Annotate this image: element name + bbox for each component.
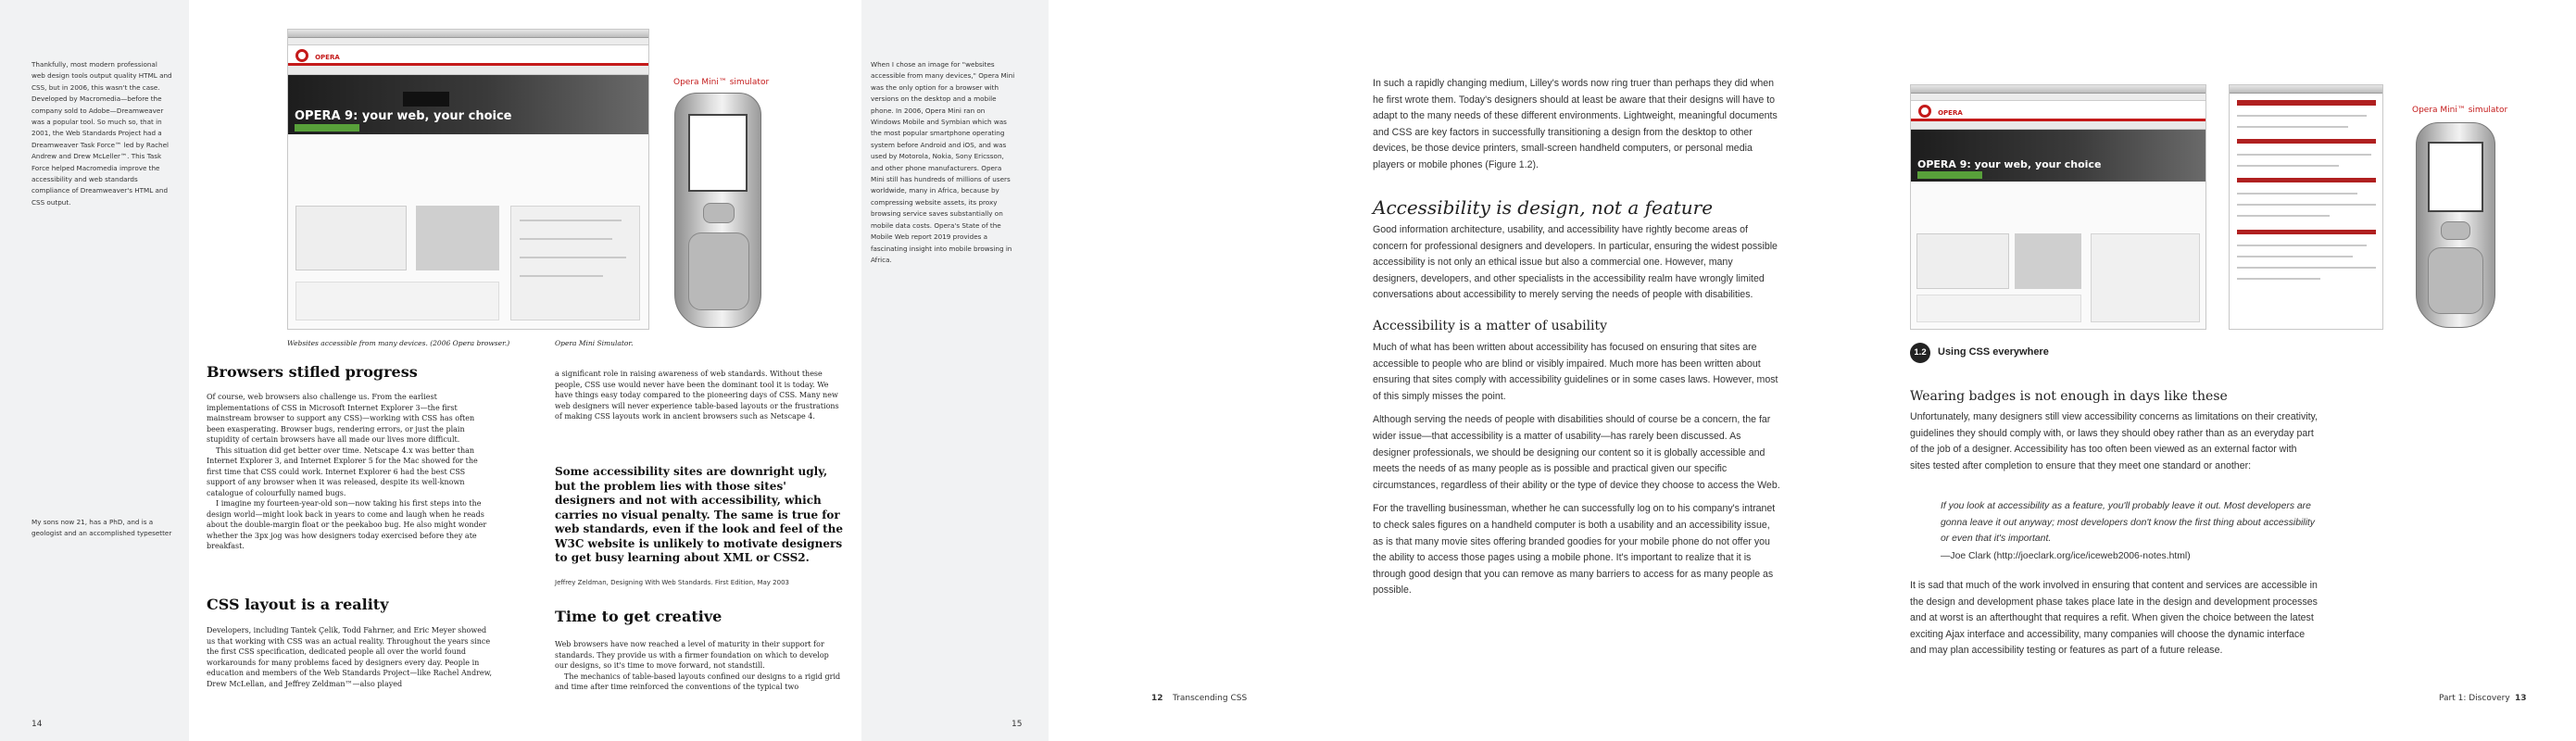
opera-logo-icon: [1918, 105, 1931, 118]
paragraph: I imagine my fourteen-year-old son—now taking his first steps into the design world—might look back in years to come and laugh when he reads about the double-margin float or the peekaboo bug. He also might wonder whether the 3px jog was how designers today exercised before they ate breakfast.: [207, 499, 487, 550]
opera-header: [288, 45, 648, 66]
hero-note-box: [403, 92, 449, 107]
usability-body: [1373, 340, 1780, 607]
phone-screen: [2428, 142, 2483, 212]
text-line: [520, 238, 612, 240]
free-download-button: [1917, 171, 1982, 179]
print-header-bar: [2237, 100, 2376, 106]
paragraph: Of course, web browsers also challenge us. From the earliest implementations of CSS in Microsoft Internet Explorer 3—the first mainstream browser to support any CSS)—working with CSS has often been exasperating. Browser bugs, rendering errors, or just the plain stupidity of certain browsers have all made our lives more difficult.: [207, 393, 475, 444]
text-line: [520, 257, 626, 258]
figure-caption-left: Websites accessible from many devices. (2006 Opera browser.): [287, 339, 510, 347]
print-section-bar: [2237, 230, 2376, 234]
sidenote-dreamweaver: Thankfully, most modern professional web design tools output quality HTML and CSS, but in 2006, this wasn't the case. Developed by Macromedia—before the company sold to Adobe—Dreamweaver was a popular tool. So much so, that in 2001, the Web Standards Project had a Dreamweaver Task Force™ led by Rachel Andrew and Drew McLeller™. This Task Force helped Macromedia improve the accessibility and web standards compliance of Dreamweaver's HTML and CSS output.: [31, 60, 172, 207]
text-line: [2237, 215, 2330, 217]
opera-mini-promo: [1916, 233, 2009, 289]
figure-caption-right: Opera Mini Simulator.: [555, 339, 634, 347]
text-line: [2237, 193, 2357, 195]
phone-screen: [688, 114, 748, 192]
opera-nav-tabs: [1911, 121, 2205, 130]
paragraph: Good information architecture, usability, and accessibility have rightly become areas of concern for professional designers and developers. In particular, ensuring the widest possible accessibility is not only an ethical issue but also a commercial one. However, many designers, developers, and other specialists in the accessibility realm have wrongly limited conversations about accessibility to merely serving the needs of people with disabilities.: [1373, 224, 1778, 301]
paragraph: It is sad that much of the work involved in ensuring that content and services are accessible in the design and development phase takes place late in the design and development processes and at worst is an afterthought that requires a refit. When given the choice between the latest exciting Ajax interface and accessibility, many companies will choose the dynamic interface and may plan accessibility testing or features as part of a future release.: [1910, 580, 2318, 657]
sidenote-opera-mini: When I chose an image for "websites accessible from many devices," Opera Mini was the only option for a browser with versions on the desktop and a mobile phone. In 2006, Opera Mini ran on Windows Mobile and Symbian which was the most popular smartphone operating system before Android and iOS, and was used by Motorola, Nokia, Sony Ericsson, and other phone manufacturers. Opera Mini still has hundreds of millions of users worldwide, many in Africa, because by compressing website assets, its proxy browsing service saves substantially on mobile data costs. Opera's State of the Mobile Web report 2019 provides a fascinating insight into mobile browsing in Africa.: [871, 60, 1015, 264]
heading-wearing-badges: Wearing badges is not enough in days like these: [1910, 389, 2228, 404]
news-block: [295, 282, 499, 320]
heading-css-layout: CSS layout is a reality: [207, 596, 389, 613]
text-line: [2237, 245, 2367, 246]
text-line: [2237, 165, 2339, 167]
pull-quote-zeldman: Some accessibility sites are downright ugly, but the problem lies with those sites' designers and not with accessibility, which carries no visual penalty. The same is true for web standards, even if the look and feel of the W3C website is unlikely to motivate designers to get busy learning about XML or CSS2.: [555, 465, 843, 564]
sidenote-son: My sons now 21, has a PhD, and is a geologist and an accomplished typesetter: [31, 518, 172, 538]
opera-mini-promo: [295, 206, 407, 270]
paragraph: For the travelling businessman, whether he can successfully log on to his company's intranet to check sales figures on a handheld computer is both a usability and an accessibility issue, as is that many movie sites offering branded goodies for your mobile phone do not offer you the ability to access those pages using a mobile phone. It's important to realize that it is through good design that you can remove as many barriers to access for as many people as possible.: [1373, 503, 1776, 597]
page-number-12: 12: [1151, 694, 1163, 703]
browsers-body: [207, 392, 494, 552]
free-download-button: [295, 124, 359, 132]
paragraph: In such a rapidly changing medium, Lilley's words now ring truer than perhaps they did when he first wrote them. Today's designers should at least be aware that their designs will have to adapt to the many needs of these different environments. Lightweight, meaningful documents and CSS are key factors in successfully transitioning a design from the desktop to other devices, be those device printers, small-screen handheld computers, or personal media players or mobile phones (Figure 1.2).: [1373, 78, 1778, 170]
opera-hero-text: OPERA 9: your web, your choice: [295, 109, 512, 123]
page-number-13: 13: [2515, 694, 2527, 703]
paragraph: This situation did get better over time. Netscape 4.x was better than Internet Explorer 3, and Internet Explorer 5 for the Mac showed for the first time that CSS could work. Internet Explorer 6 had the best CSS support of any browser when it was released, despite its well-known catalogue of colourfully named bugs.: [207, 446, 478, 497]
print-section-bar: [2237, 178, 2376, 182]
right-sidebar: [2091, 233, 2200, 322]
text-line: [2237, 256, 2353, 257]
opera-mini-phone: [2416, 122, 2495, 328]
opera-logo-text: OPERA: [1938, 109, 1963, 117]
phone-nav-key: [703, 203, 735, 223]
text-line: [2237, 126, 2348, 128]
phone-keypad: [2428, 247, 2483, 314]
window-titlebar: [288, 30, 648, 38]
window-titlebar: [2230, 85, 2382, 94]
text-line: [2237, 278, 2320, 280]
print-section-bar: [2237, 139, 2376, 144]
text-line: [520, 220, 622, 221]
phone-keypad: [688, 232, 749, 310]
browser-toolbar: [288, 38, 648, 45]
window-titlebar: [1911, 85, 2205, 94]
paragraph: a significant role in raising awareness of web standards. Without these people, CSS use would never have been the dominant tool it is today. We have things easy today compared to the pioneering days of CSS. Many new web designers will never experience table-based layouts or the frustrations of making CSS layouts work in ancient browsers such as Netscape 4.: [555, 370, 839, 421]
opera-hero-text: OPERA 9: your web, your choice: [1917, 158, 2102, 170]
badges-body: [1910, 409, 2318, 482]
running-title-right: Part 1: Discovery: [2439, 694, 2510, 703]
opera-hero-banner: [1911, 130, 2205, 182]
heading-time-creative: Time to get creative: [555, 608, 723, 625]
pull-quote-attribution: Jeffrey Zeldman, Designing With Web Standards. First Edition, May 2003: [555, 579, 789, 586]
page-number-15: 15: [1012, 720, 1023, 729]
opera-header: [1911, 101, 2205, 121]
figure-number-badge: 1.2: [1910, 343, 1930, 363]
text-line: [2237, 204, 2376, 206]
desktop-browser-screenshot: [1910, 84, 2206, 330]
page-number-14: 14: [31, 720, 43, 729]
final-body: [1910, 578, 2318, 667]
column2-body: [555, 369, 842, 422]
browser-toolbar: [1911, 94, 2205, 101]
opera-mini-phone: [674, 93, 761, 328]
text-line: [2237, 267, 2376, 269]
phone-simulator-title: Opera Mini™ simulator: [673, 78, 770, 87]
css-layout-body: [207, 625, 494, 689]
heading-accessibility-design: Accessibility is design, not a feature: [1373, 196, 1714, 219]
print-preview-screenshot: [2229, 84, 2383, 330]
paragraph: Although serving the needs of people with disabilities should of course be a concern, the far wider issue—that accessibility is a matter of usability—has rarely been discussed. As designer professionals, we should be designing our content so it is globally accessible and meets the needs of as many people as is possible and practical given our specific circumstances, regardless of their ability or the type of device they choose to access the Web.: [1373, 414, 1780, 491]
opera-nav-tabs: [288, 66, 648, 75]
text-line: [2237, 154, 2371, 156]
promo-photo: [416, 206, 499, 270]
paragraph: Much of what has been written about accessibility has focused on ensuring that sites are accessible to people who are blind or visibly impaired. Much more has been written about ensuring that sites comply with accessibility guidelines or in some cases laws. However, most of this simply misses the point.: [1373, 342, 1778, 402]
promo-photo: [2015, 233, 2081, 289]
text-line: [2237, 115, 2367, 117]
paragraph: Web browsers have now reached a level of maturity in their support for standards. They provide us with a firmer foundation on which to develop our designs, so it's time to move forward, not standstill.: [555, 640, 829, 670]
text-line: [520, 275, 603, 277]
intro-paragraph: [1373, 76, 1780, 182]
right-sidebar: [510, 206, 640, 320]
heading-browsers-stifled: Browsers stifled progress: [207, 363, 418, 381]
joe-clark-quote: If you look at accessibility as a feature, you'll probably leave it out. Most developers are gonna leave it out anyway; most developers don't know the first thing about accessibility or even that it's important.: [1941, 501, 2315, 545]
opera-logo-text: OPERA: [315, 54, 340, 61]
opera-logo-icon: [295, 49, 308, 62]
opera-browser-screenshot: [287, 29, 649, 330]
paragraph: The mechanics of table-based layouts confined our designs to a rigid grid and time after time reinforced the conventions of the typical two: [555, 672, 841, 691]
figure-label: Using CSS everywhere: [1938, 346, 2049, 358]
time-creative-body: [555, 639, 842, 693]
running-title-left: Transcending CSS: [1173, 694, 1248, 703]
accessibility-body: [1373, 222, 1780, 311]
news-block: [1916, 295, 2081, 322]
quote-attribution: —Joe Clark (http://joeclark.org/ice/iceweb2006-notes.html): [1941, 551, 2191, 561]
opera-hero-banner: [288, 75, 648, 134]
paragraph: Unfortunately, many designers still view accessibility concerns as limitations on their creativity, guidelines they should comply with, or laws they should obey rather than as an everyday part of the job of a designer. Accessibility has too often been viewed as an external factor with sites tested after completion to ensure that they meet one standard or another:: [1910, 411, 2318, 471]
paragraph: Developers, including Tantek Çelik, Todd Fahrner, and Eric Meyer showed us that working with CSS was an actual reality. Throughout the years since the first CSS specification, dedicated people all over the world found workarounds for many problems faced by designers every day. People in education and members of the Web Standards Project—like Rachel Andrew, Drew McLellan, and Jeffrey Zeldman™—also played: [207, 626, 493, 688]
phone-simulator-title: Opera Mini™ simulator: [2412, 106, 2508, 115]
heading-usability: Accessibility is a matter of usability: [1373, 319, 1608, 333]
phone-nav-key: [2441, 221, 2470, 240]
